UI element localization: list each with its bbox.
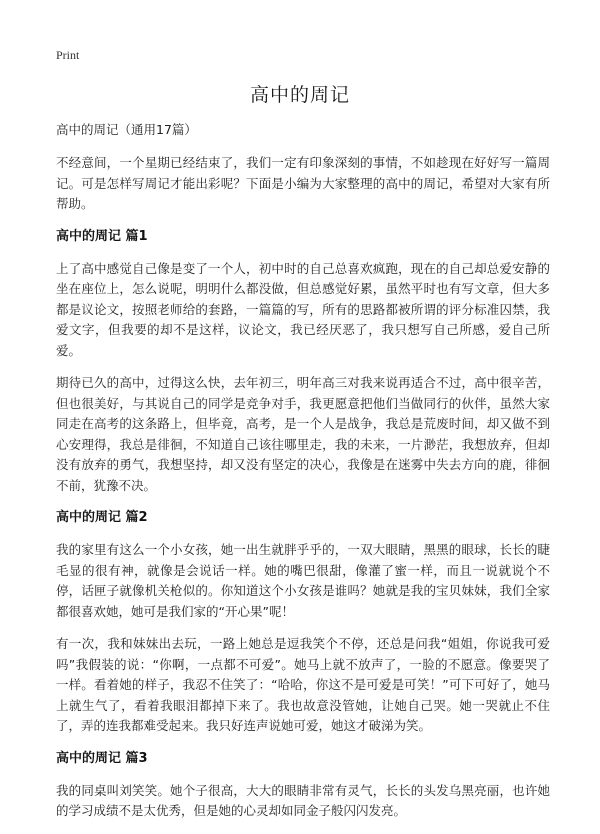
section-2-paragraph-2: 有一次，我和妹妹出去玩，一路上她总是逗我笑个不停，还总是问我“姐姐，你说我可爱吗”我假装的说：“你啊，一点都不可爱”。她马上就不放声了，一脸的不愿意。像要哭了一样。看着她的样子，我忍不住笑了：“哈哈，你这不是可爱是可笑！”可下可好了，她马上就生气了，看着我眼泪都掉下来了。我也故意没管她，让她自己哭。她一哭就止不住了，弄的连我都难受起来。我只好连声说她可爱，她这才破涕为笑。 (56, 636, 550, 733)
article-body (56, 120, 550, 834)
page-title: 高中的周记 (249, 84, 350, 106)
section-heading-2: 高中的周记 篇2 (56, 510, 148, 525)
intro-paragraph: 不经意间，一个星期已经结束了，我们一定有印象深刻的事情，不如趁现在好好写一篇周记。可是怎样写周记才能出彩呢？下面是小编为大家整理的高中的周记，希望对大家有所帮助。 (56, 155, 550, 211)
section-heading-3: 高中的周记 篇3 (56, 750, 148, 766)
section-3-paragraph-1: 我的同桌叫刘笑笑。她个子很高，大大的眼睛非常有灵气，长长的头发乌黑亮丽，也许她的学习成绩不是太优秀，但是她的心灵却如同金子般闪闪发亮。 (56, 782, 550, 818)
section-1-paragraph-1: 上了高中感觉自己像是变了一个人，初中时的自己总喜欢疯跑，现在的自己却总爱安静的坐在座位上，怎么说呢，明明什么都没做，但总感觉好累，虽然平时也有写文章，但大多都是议论文，按照老师给的套路，一篇篇的写，所有的思路都被所谓的评分标准囚禁，我爱文字，但我要的却不是这样，议论文，我已经厌恶了，我只想写自己所感，爱自己所爱。 (56, 260, 550, 358)
print-link[interactable]: Print (56, 48, 80, 62)
section-2-paragraph-1: 我的家里有这么一个小女孩，她一出生就胖乎乎的，一双大眼睛，黑黑的眼球，长长的睫毛显的很有神，就像是会说话一样。她的嘴巴很甜，像灌了蜜一样，而且一说就说个不停，话匣子就像机关枪似的。你知道这个小女孩是谁吗？她就是我的宝贝妹妹，我们全家都很喜欢她，她可是我们家的“开心果”呢！ (56, 542, 550, 619)
section-heading-1: 高中的周记 篇1 (56, 228, 148, 244)
article-subtitle: 高中的周记（通用17篇） (56, 122, 197, 137)
section-1-paragraph-2: 期待已久的高中，过得这么快，去年初三，明年高三对我来说再适合不过，高中很辛苦，但也很美好，与其说自己的同学是竞争对手，我更愿意把他们当做同行的伙伴，虽然大家同走在高考的这条路上，但毕竟，高考，是一个人是战争，我总是荒废时间，却又做不到心安理得，我总是徘徊，不知道自己该往哪里走，我的未来，一片渺茫，我想放弃，但却没有放弃的勇气，我想坚持，却又没有坚定的决心，我像是在迷雾中失去方向的鹿，徘徊不前，犹豫不决。 (56, 375, 550, 493)
